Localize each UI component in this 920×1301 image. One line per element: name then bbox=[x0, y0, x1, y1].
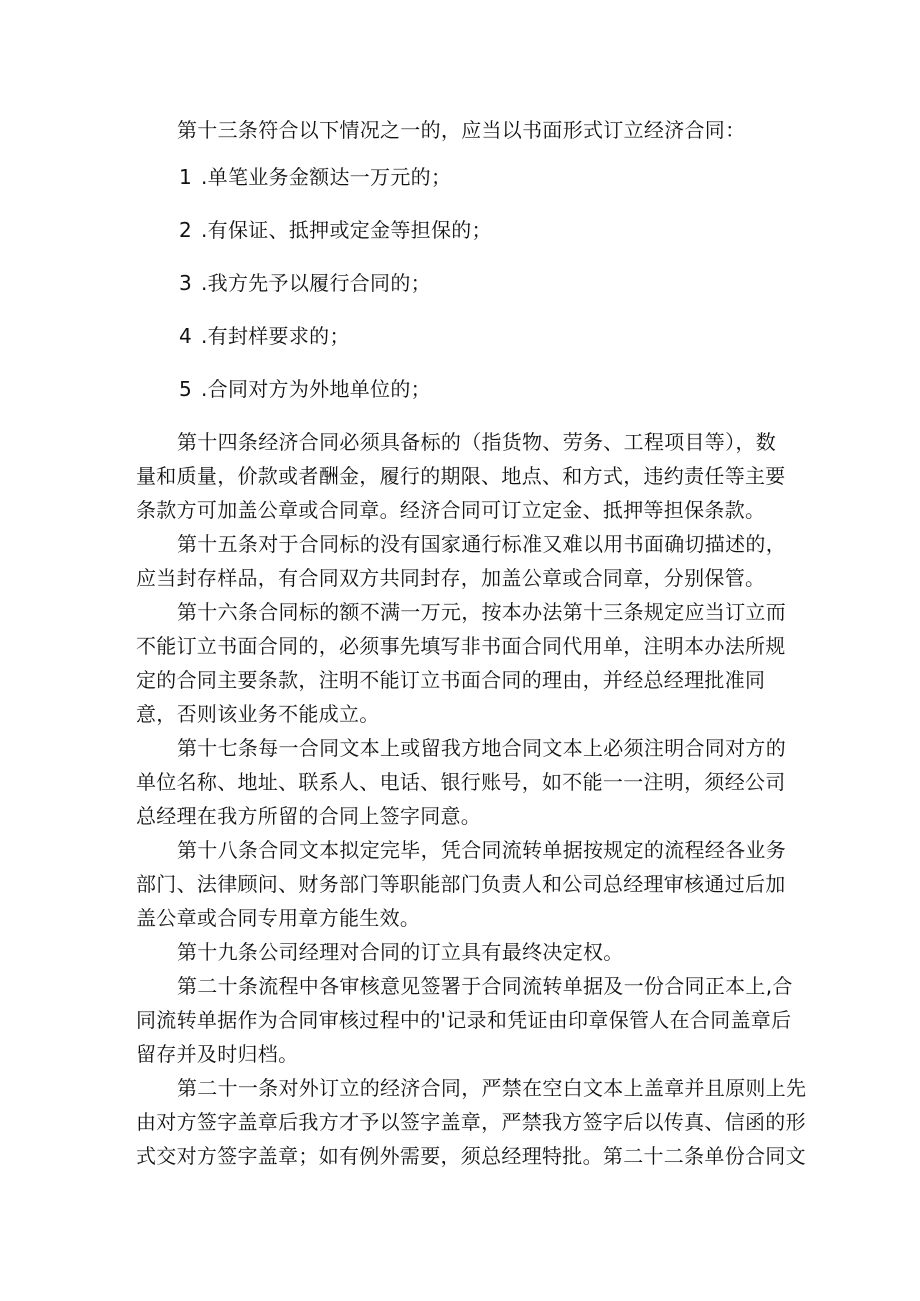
item-text: .我方先予以履行合同的； bbox=[201, 271, 431, 295]
article-16-line-3: 定的合同主要条款，注明不能订立书面合同的理由，并经总经理批准同 bbox=[136, 668, 766, 692]
article-19-line-1: 第十九条公司经理对合同的订立具有最终决定权。 bbox=[177, 940, 624, 964]
article-13-item-5 bbox=[136, 372, 796, 406]
item-number: 3 bbox=[179, 271, 193, 295]
article-17-line-3: 总经理在我方所留的合同上签字同意。 bbox=[136, 804, 482, 828]
article-16-line-4: 意，否则该业务不能成立。 bbox=[136, 702, 380, 726]
article-13-item-3 bbox=[136, 266, 796, 300]
article-21-line-2: 由对方签字盖章后我方才予以签字盖章，严禁我方签字后以传真、信函的形 bbox=[136, 1110, 806, 1134]
item-number: 1 bbox=[179, 165, 193, 189]
article-17-line-2: 单位名称、地址、联系人、电话、银行账号，如不能一一注明，须经公司 bbox=[136, 770, 786, 794]
article-18-line-1: 第十八条合同文本拟定完毕，凭合同流转单据按规定的流程经各业务 bbox=[177, 838, 786, 862]
document-body bbox=[136, 113, 807, 1173]
article-13-item-4 bbox=[136, 319, 796, 353]
article-14-line-2: 量和质量，价款或者酬金，履行的期限、地点、和方式，违约责任等主要 bbox=[136, 464, 786, 488]
article-13-intro: 第十三条符合以下情况之一的，应当以书面形式订立经济合同： bbox=[177, 118, 746, 142]
article-17-line-1: 第十七条每一合同文本上或留我方地合同文本上必须注明合同对方的 bbox=[177, 736, 786, 760]
item-number: 4 bbox=[179, 324, 193, 348]
item-text: .有封样要求的； bbox=[201, 324, 350, 348]
article-16-line-1: 第十六条合同标的额不满一万元，按本办法第十三条规定应当订立而 bbox=[177, 600, 786, 624]
article-15-line-2: 应当封存样品，有合同双方共同封存，加盖公章或合同章，分别保管。 bbox=[136, 566, 766, 590]
item-text: .合同对方为外地单位的； bbox=[201, 377, 431, 401]
article-13-item-1 bbox=[136, 160, 796, 194]
article-15-line-1: 第十五条对于合同标的没有国家通行标准又难以用书面确切描述的， bbox=[177, 532, 786, 556]
item-number: 5 bbox=[179, 377, 193, 401]
article-21-line-3: 式交对方签字盖章；如有例外需要，须总经理特批。第二十二条单份合同文 bbox=[136, 1144, 806, 1168]
article-14-line-1: 第十四条经济合同必须具备标的（指货物、劳务、工程项目等），数 bbox=[177, 430, 776, 454]
item-number: 2 bbox=[179, 218, 193, 242]
article-20-line-2: 同流转单据作为合同审核过程中的'记录和凭证由印章保管人在合同盖章后 bbox=[136, 1008, 792, 1032]
article-16-line-2: 不能订立书面合同的，必须事先填写非书面合同代用单，注明本办法所规 bbox=[136, 634, 786, 658]
article-14-line-3: 条款方可加盖公章或合同章。经济合同可订立定金、抵押等担保条款。 bbox=[136, 498, 766, 522]
item-text: .单笔业务金额达一万元的； bbox=[201, 165, 452, 189]
article-20-line-3: 留存并及时归档。 bbox=[136, 1042, 299, 1066]
article-18-line-3: 盖公章或合同专用章方能生效。 bbox=[136, 906, 421, 930]
article-13-item-2 bbox=[136, 213, 796, 247]
item-text: .有保证、抵押或定金等担保的； bbox=[201, 218, 492, 242]
article-20-line-1: 第二十条流程中各审核意见签署于合同流转单据及一份合同正本上,合 bbox=[177, 974, 793, 998]
article-18-line-2: 部门、法律顾问、财务部门等职能部门负责人和公司总经理审核通过后加 bbox=[136, 872, 786, 896]
article-21-line-1: 第二十一条对外订立的经济合同，严禁在空白文本上盖章并且原则上先 bbox=[177, 1076, 807, 1100]
